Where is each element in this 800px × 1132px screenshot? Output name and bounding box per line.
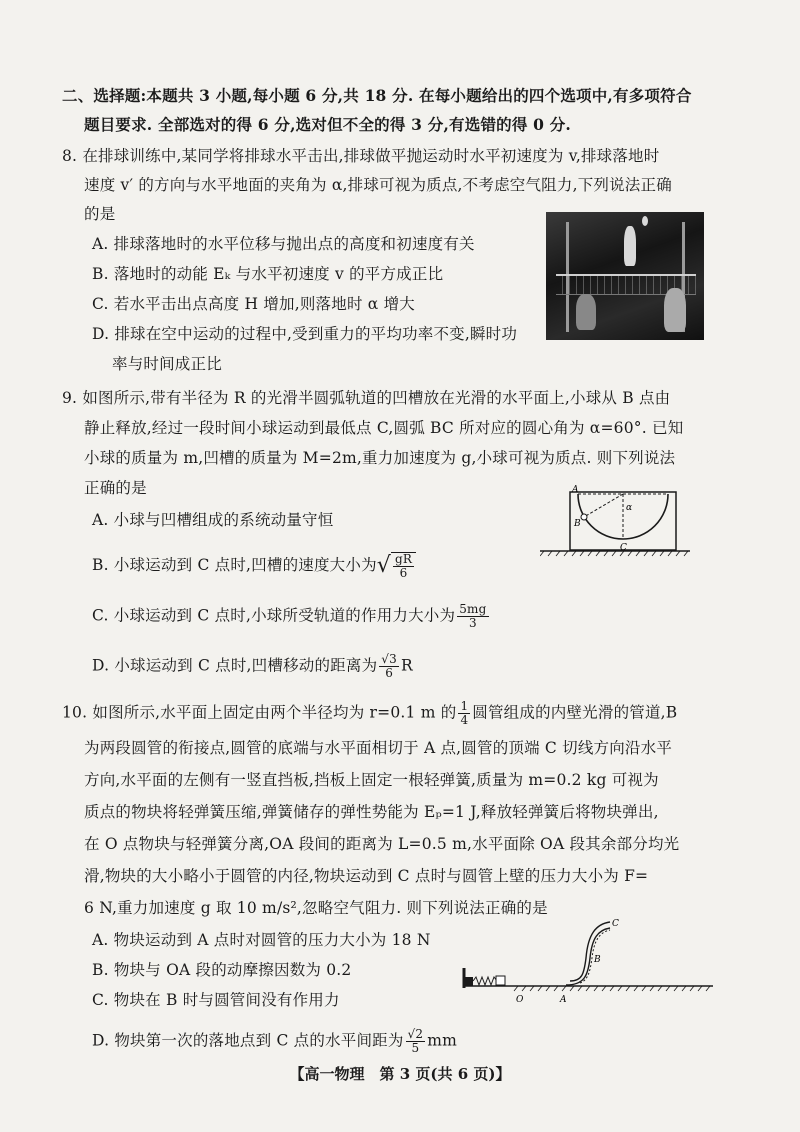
label-c: C xyxy=(612,919,619,929)
q8-option-c: C. 若水平击出点高度 H 增加,则落地时 α 增大 xyxy=(92,295,415,313)
section-header-line1: 二、选择题:本题共 3 小题,每小题 6 分,共 18 分. 在每小题给出的四个选项中,有多项符合 xyxy=(62,86,692,105)
q9-option-b: B. 小球运动到 C 点时,凹槽的速度大小为√ $\frac{gR}{6}$ xyxy=(92,552,416,580)
q10-option-d: D. 物块第一次的落地点到 C 点的水平间距为 $\frac{√2}{5}$ mm xyxy=(92,1027,458,1055)
page-footer: 【高一物理 第 3 页(共 6 页)】 xyxy=(289,1065,511,1083)
section-header-line2: 题目要求. 全部选对的得 6 分,选对但不全的得 3 分,有选错的得 0 分. xyxy=(84,115,572,134)
label-alpha: α xyxy=(626,503,633,513)
q10-stem-line7: 6 N,重力加速度 g 取 10 m/s²,忽略空气阻力. 则下列说法正确的是 xyxy=(84,899,548,917)
fraction: $\frac{√3}{6}$ xyxy=(381,652,397,680)
q9-stem-line1: 9. 如图所示,带有半径为 R 的光滑半圆弧轨道的凹槽放在光滑的水平面上,小球从 B 点由 xyxy=(62,389,671,407)
q8-option-b: B. 落地时的动能 Eₖ 与水平初速度 v 的平方成正比 xyxy=(92,265,444,283)
q10-stem-line3: 方向,水平面的左侧有一竖直挡板,挡板上固定一根轻弹簧,质量为 m=0.2 kg 可视为 xyxy=(84,771,659,789)
q9-option-d: D. 小球运动到 C 点时,凹槽移动的距离为 $\frac{√3}{6}$ R xyxy=(92,652,413,680)
fraction: $\frac{5mg}{3}$ xyxy=(459,602,487,630)
q9-option-a: A. 小球与凹槽组成的系统动量守恒 xyxy=(92,511,334,529)
q8-option-a: A. 排球落地时的水平位移与抛出点的高度和初速度有关 xyxy=(92,235,475,253)
q8-stem-line2: 速度 v′ 的方向与水平地面的夹角为 α,排球可视为质点,不考虑空气阻力,下列说法正确 xyxy=(84,176,672,194)
label-b: B xyxy=(594,955,601,965)
q10-option-a: A. 物块运动到 A 点时对圆管的压力大小为 18 N xyxy=(92,931,431,949)
q8-option-d-line1: D. 排球在空中运动的过程中,受到重力的平均功率不变,瞬时功 xyxy=(92,325,518,343)
label-a: A xyxy=(572,485,579,495)
groove-diagram xyxy=(540,484,690,564)
q10-stem-line6: 滑,物块的大小略小于圆管的内径,物块运动到 C 点时与圆管上壁的压力大小为 F= xyxy=(84,867,649,885)
q10-stem-line1: 10. 如图所示,水平面上固定由两个半径均为 r=0.1 m 的 $\frac{1}{4}$ 圆管组成的内壁光滑的管道,B xyxy=(62,699,678,727)
q9-stem-line4: 正确的是 xyxy=(84,479,147,497)
fraction: $\frac{√2}{5}$ xyxy=(407,1027,424,1055)
label-c: C xyxy=(620,543,627,553)
q10-stem-line5: 在 O 点物块与轻弹簧分离,OA 段间的距离为 L=0.5 m,水平面除 OA 段其余部分均光 xyxy=(84,835,680,853)
volleyball-photo xyxy=(546,212,704,340)
q9-option-c: C. 小球运动到 C 点时,小球所受轨道的作用力大小为 $\frac{5mg}{3}$ xyxy=(92,602,487,630)
label-b: B xyxy=(574,519,581,529)
q9-stem-line2: 静止释放,经过一段时间小球运动到最低点 C,圆弧 BC 所对应的圆心角为 α=60°. 已知 xyxy=(84,419,684,437)
q10-option-b: B. 物块与 OA 段的动摩擦因数为 0.2 xyxy=(92,961,352,979)
q9-stem-line3: 小球的质量为 m,凹槽的质量为 M=2m,重力加速度为 g,小球可视为质点. 则下列说法 xyxy=(84,449,676,467)
q8-stem-line3: 的是 xyxy=(84,205,116,223)
q8-stem-line1: 8. 在排球训练中,某同学将排球水平击出,排球做平抛运动时水平初速度为 v,排球落地时 xyxy=(62,147,660,165)
q10-stem-line4: 质点的物块将轻弹簧压缩,弹簧储存的弹性势能为 Eₚ=1 J,释放轻弹簧后将物块弹出, xyxy=(84,803,659,821)
fraction: $\frac{1}{4}$ xyxy=(460,699,469,727)
q8-option-d-line2: 率与时间成正比 xyxy=(112,355,222,373)
sqrt-expression: √ $\frac{gR}{6}$ xyxy=(377,552,416,580)
label-o: O xyxy=(516,995,524,1005)
label-a: A xyxy=(560,995,567,1005)
q10-stem-line2: 为两段圆管的衔接点,圆管的底端与水平面相切于 A 点,圆管的顶端 C 切线方向沿水平 xyxy=(84,739,673,757)
tube-diagram xyxy=(458,918,718,1010)
q10-option-c: C. 物块在 B 时与圆管间没有作用力 xyxy=(92,991,340,1009)
